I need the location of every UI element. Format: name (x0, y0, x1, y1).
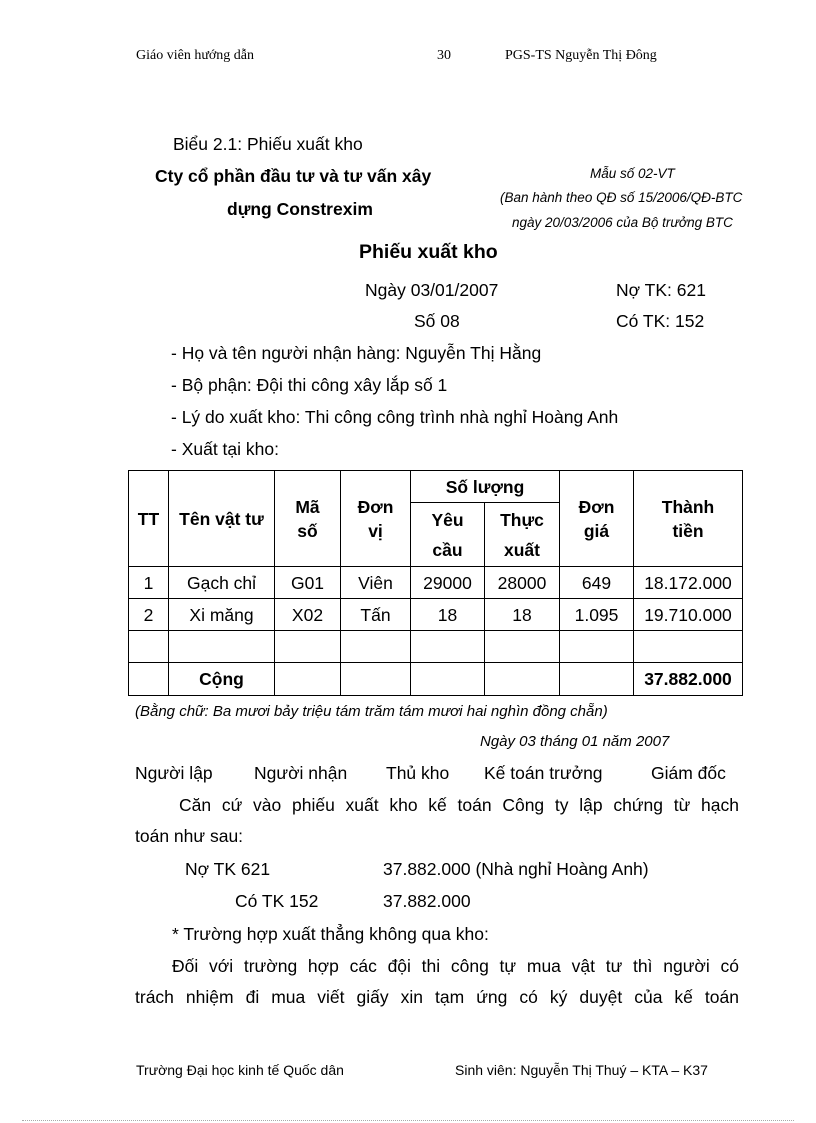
empty-cell (275, 631, 341, 663)
footer-student: Sinh viên: Nguyễn Thị Thuý – KTA – K37 (455, 1062, 708, 1078)
row-tt: 2 (129, 599, 169, 631)
header-item-name: Tên vật tư (169, 471, 275, 567)
row-tt: 1 (129, 567, 169, 599)
empty-cell (411, 663, 485, 696)
signature-director: Giám đốc (651, 763, 726, 783)
empty-cell (169, 631, 275, 663)
empty-cell (485, 631, 560, 663)
row-actual: 28000 (485, 567, 560, 599)
signature-storekeeper: Thủ kho (386, 763, 450, 783)
entry-debit-value: 37.882.000 (Nhà nghỉ Hoàng Anh) (383, 859, 649, 879)
page-border (22, 1120, 794, 1121)
row-code: G01 (275, 567, 341, 599)
signature-date: Ngày 03 tháng 01 năm 2007 (480, 733, 670, 750)
row-unit: Tấn (341, 599, 411, 631)
row-code: X02 (275, 599, 341, 631)
entry-debit-label: Nợ TK 621 (185, 859, 271, 879)
voucher-date: Ngày 03/01/2007 (365, 280, 499, 300)
table-row-empty (129, 631, 743, 663)
header-price-line2: giá (583, 520, 610, 541)
header-actual (485, 503, 560, 567)
header-requested-line2: cầu (432, 539, 463, 560)
reason-field: - Lý do xuất kho: Thi công công trình nhà nghỉ Hoàng Anh (171, 407, 619, 427)
row-price: 649 (560, 567, 634, 599)
header-amount-line1: Thành (661, 496, 715, 517)
row-name: Xi măng (169, 599, 275, 631)
header-code (275, 471, 341, 567)
signature-chief-accountant: Kế toán trưởng (484, 763, 603, 783)
paragraph-1-line1: Căn cứ vào phiếu xuất kho kế toán Công ty lập chứng từ hạch (179, 795, 739, 815)
department-field: - Bộ phận: Đội thi công xây lắp số 1 (171, 375, 448, 395)
header-actual-line2: xuất (504, 539, 540, 560)
empty-cell (560, 631, 634, 663)
credit-account: Có TK: 152 (616, 311, 705, 331)
page-number: 30 (437, 48, 451, 63)
signature-preparer: Người lập (135, 763, 213, 783)
signature-receiver: Người nhận (254, 763, 348, 783)
empty-cell (275, 663, 341, 696)
paragraph-2-line2: trách nhiệm đi mua viết giấy xin tạm ứng có ký duyệt của kế toán (135, 987, 739, 1007)
row-price: 1.095 (560, 599, 634, 631)
row-amount: 19.710.000 (634, 599, 743, 631)
empty-cell (341, 631, 411, 663)
form-number: Mẫu số 02-VT (590, 166, 675, 181)
empty-cell (560, 663, 634, 696)
header-amount (634, 471, 743, 567)
header-code-line1: Mã (295, 496, 320, 517)
empty-cell (634, 631, 743, 663)
header-amount-line2: tiền (672, 520, 704, 541)
company-name-line2: dựng Constrexim (227, 199, 373, 219)
row-requested: 18 (411, 599, 485, 631)
header-quantity: Số lượng (411, 471, 560, 503)
header-unit-line1: Đơn (357, 496, 394, 517)
empty-cell (129, 631, 169, 663)
entry-credit-value: 37.882.000 (383, 891, 471, 911)
document-title: Phiếu xuất kho (359, 241, 498, 263)
row-amount: 18.172.000 (634, 567, 743, 599)
empty-cell (129, 663, 169, 696)
issue-table (128, 470, 743, 696)
table-row (129, 599, 743, 631)
header-unit (341, 471, 411, 567)
header-unit-line2: vị (368, 520, 383, 541)
header-requested-line1: Yêu (431, 509, 464, 530)
row-name: Gạch chỉ (169, 567, 275, 599)
row-actual: 18 (485, 599, 560, 631)
header-requested (411, 503, 485, 567)
header-instructor: Giáo viên hướng dẫn (136, 48, 255, 63)
row-unit: Viên (341, 567, 411, 599)
row-requested: 29000 (411, 567, 485, 599)
empty-cell (485, 663, 560, 696)
paragraph-2-line1: Đối với trường hợp các đội thi công tự mua vật tư thì người có (172, 956, 739, 976)
debit-account: Nợ TK: 621 (616, 280, 706, 300)
total-amount: 37.882.000 (634, 663, 743, 696)
total-label: Cộng (169, 663, 275, 696)
empty-cell (341, 663, 411, 696)
form-decree: (Ban hành theo QĐ số 15/2006/QĐ-BTC (500, 190, 743, 205)
paragraph-1-line2: toán như sau: (135, 826, 244, 846)
empty-cell (411, 631, 485, 663)
direct-issue-heading: * Trường hợp xuất thẳng không qua kho: (172, 924, 489, 944)
form-decree-date: ngày 20/03/2006 của Bộ trưởng BTC (512, 215, 733, 230)
table-total-row (129, 663, 743, 696)
header-actual-line1: Thực (500, 509, 544, 530)
voucher-number: Số 08 (414, 311, 460, 331)
warehouse-field: - Xuất tại kho: (171, 439, 279, 459)
header-unit-price (560, 471, 634, 567)
receiver-field: - Họ và tên người nhận hàng: Nguyễn Thị Hằng (171, 343, 542, 363)
company-name-line1: Cty cổ phần đầu tư và tư vấn xây (155, 166, 432, 186)
header-supervisor: PGS-TS Nguyễn Thị Đông (505, 48, 657, 63)
amount-in-words: (Bằng chữ: Ba mươi bảy triệu tám trăm tám mươi hai nghìn đồng chẵn) (135, 703, 608, 720)
figure-caption: Biểu 2.1: Phiếu xuất kho (173, 134, 363, 154)
header-price-line1: Đơn (578, 496, 615, 517)
footer-university: Trường Đại học kinh tế Quốc dân (136, 1062, 344, 1078)
header-tt: TT (129, 471, 169, 567)
entry-credit-label: Có TK 152 (235, 891, 319, 911)
header-code-line2: số (297, 520, 318, 541)
table-row (129, 567, 743, 599)
